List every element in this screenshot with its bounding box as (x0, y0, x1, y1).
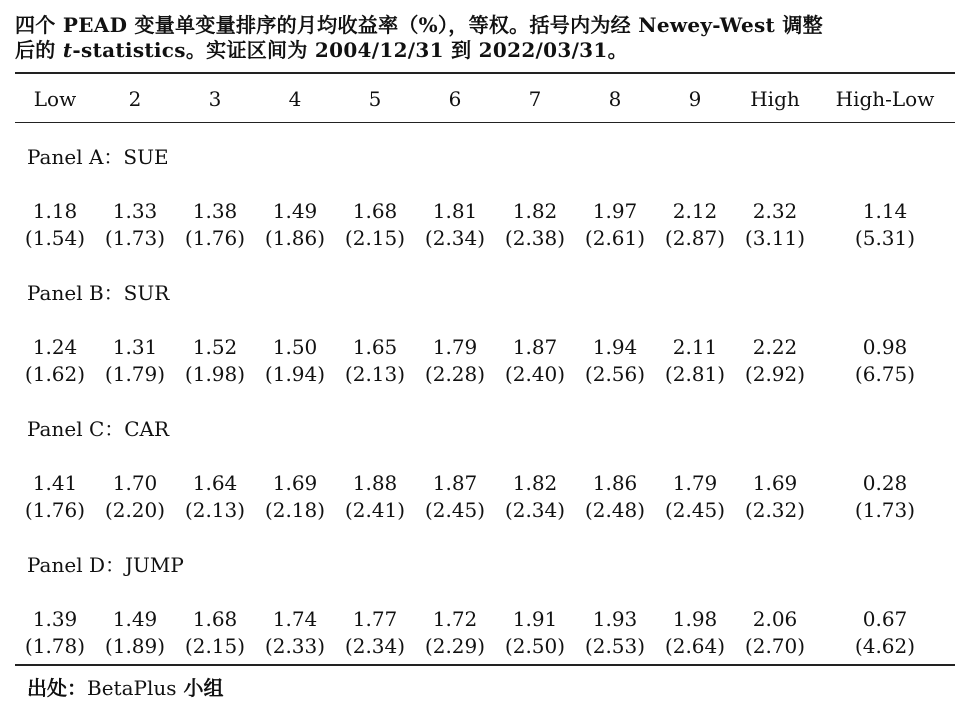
return-cell: 1.65 (352, 335, 398, 359)
return-cell: 1.82 (512, 199, 558, 223)
return-cell: 1.94 (592, 335, 638, 359)
tstat-cell-high-low: (4.62) (854, 634, 916, 658)
tstat-cell: (2.34) (424, 226, 486, 250)
tstat-cell: (2.61) (584, 226, 646, 250)
return-cell: 1.41 (32, 471, 78, 495)
return-cell: 1.24 (32, 335, 78, 359)
tstat-cell: (2.28) (424, 362, 486, 386)
tstat-cell: (2.45) (664, 498, 726, 522)
header-cell-2: 2 (128, 87, 142, 111)
header-row (15, 86, 955, 112)
return-cell: 2.12 (672, 199, 718, 223)
tstat-cell: (2.15) (184, 634, 246, 658)
return-cell: 1.49 (272, 199, 318, 223)
tstat-cell: (1.76) (24, 498, 86, 522)
return-cell: 2.06 (752, 607, 798, 631)
tstat-cell: (2.32) (744, 498, 806, 522)
header-cell-high: High (750, 87, 800, 111)
tstat-cell: (2.56) (584, 362, 646, 386)
panel-a-tstat-row (15, 225, 955, 251)
panel-c-tstat-row (15, 497, 955, 523)
tstat-cell: (2.40) (504, 362, 566, 386)
return-cell-high-low: 0.98 (862, 335, 908, 359)
header-cell-7: 7 (528, 87, 542, 111)
tstat-cell: (2.70) (744, 634, 806, 658)
tstat-cell: (2.87) (664, 226, 726, 250)
source-suffix: 小组 (176, 676, 224, 700)
source-note (27, 675, 223, 701)
return-cell: 1.68 (192, 607, 238, 631)
return-cell: 1.33 (112, 199, 158, 223)
panel-d-tstat-row (15, 633, 955, 659)
tstat-cell: (2.45) (424, 498, 486, 522)
return-cell: 1.31 (112, 335, 158, 359)
table-top-rule (15, 72, 955, 74)
tstat-cell: (1.98) (184, 362, 246, 386)
header-cell-8: 8 (608, 87, 622, 111)
tstat-cell: (1.79) (104, 362, 166, 386)
tstat-cell: (1.54) (24, 226, 86, 250)
source-name: BetaPlus (87, 676, 177, 700)
return-cell: 1.82 (512, 471, 558, 495)
tstat-cell: (1.94) (264, 362, 326, 386)
tstat-cell: (2.81) (664, 362, 726, 386)
tstat-cell: (2.38) (504, 226, 566, 250)
tstat-cell: (2.41) (344, 498, 406, 522)
tstat-cell: (2.48) (584, 498, 646, 522)
table-caption (15, 13, 955, 63)
return-cell: 1.91 (512, 607, 558, 631)
return-cell-high-low: 0.28 (862, 471, 908, 495)
tstat-cell: (1.78) (24, 634, 86, 658)
tstat-cell-high-low: (1.73) (854, 498, 916, 522)
return-cell: 1.72 (432, 607, 478, 631)
return-cell: 2.32 (752, 199, 798, 223)
return-cell: 1.64 (192, 471, 238, 495)
panel-label-c: Panel C：CAR (27, 417, 170, 441)
return-cell-high-low: 0.67 (862, 607, 908, 631)
tstat-cell: (2.34) (344, 634, 406, 658)
tstat-cell: (2.64) (664, 634, 726, 658)
caption-t-italic: t (62, 38, 73, 62)
tstat-cell: (1.76) (184, 226, 246, 250)
tstat-cell: (2.13) (184, 498, 246, 522)
tstat-cell: (1.62) (24, 362, 86, 386)
return-cell: 1.69 (752, 471, 798, 495)
tstat-cell: (2.18) (264, 498, 326, 522)
table-bottom-rule (15, 664, 955, 666)
return-cell: 2.22 (752, 335, 798, 359)
panel-b-returns-row (15, 334, 955, 360)
return-cell: 1.79 (672, 471, 718, 495)
tstat-cell: (2.34) (504, 498, 566, 522)
return-cell: 1.93 (592, 607, 638, 631)
panel-label-b: Panel B：SUR (27, 281, 170, 305)
tstat-cell: (2.13) (344, 362, 406, 386)
header-cell-low: Low (33, 87, 77, 111)
return-cell: 1.38 (192, 199, 238, 223)
caption-line-2-suffix: -statistics。实证区间为 2004/12/31 到 2022/03/31。 (72, 38, 628, 62)
return-cell-high-low: 1.14 (862, 199, 908, 223)
return-cell: 1.68 (352, 199, 398, 223)
tstat-cell: (1.89) (104, 634, 166, 658)
panel-label-d: Panel D：JUMP (27, 553, 184, 577)
header-cell-6: 6 (448, 87, 462, 111)
panel-d-returns-row (15, 606, 955, 632)
header-cell-9: 9 (688, 87, 702, 111)
return-cell: 1.79 (432, 335, 478, 359)
header-cell-5: 5 (368, 87, 382, 111)
tstat-cell: (2.33) (264, 634, 326, 658)
source-prefix: 出处： (27, 676, 87, 700)
return-cell: 1.97 (592, 199, 638, 223)
tstat-cell-high-low: (5.31) (854, 226, 916, 250)
return-cell: 1.86 (592, 471, 638, 495)
return-cell: 1.18 (32, 199, 78, 223)
caption-line-2 (15, 38, 955, 63)
return-cell: 1.87 (512, 335, 558, 359)
panel-label-a: Panel A：SUE (27, 145, 169, 169)
header-cell-4: 4 (288, 87, 302, 111)
return-cell: 1.49 (112, 607, 158, 631)
return-cell: 1.77 (352, 607, 398, 631)
return-cell: 1.70 (112, 471, 158, 495)
tstat-cell: (2.29) (424, 634, 486, 658)
return-cell: 1.88 (352, 471, 398, 495)
tstat-cell: (2.20) (104, 498, 166, 522)
tstat-cell: (3.11) (744, 226, 806, 250)
caption-line-1: 四个 PEAD 变量单变量排序的月均收益率（%），等权。括号内为经 Newey-West 调整 (15, 13, 823, 37)
tstat-cell-high-low: (6.75) (854, 362, 916, 386)
caption-line-2-prefix: 后的 (15, 38, 63, 62)
return-cell: 1.69 (272, 471, 318, 495)
tstat-cell: (2.50) (504, 634, 566, 658)
return-cell: 1.50 (272, 335, 318, 359)
panel-c-returns-row (15, 470, 955, 496)
tstat-cell: (1.86) (264, 226, 326, 250)
return-cell: 1.81 (432, 199, 478, 223)
return-cell: 1.74 (272, 607, 318, 631)
panel-a-returns-row (15, 198, 955, 224)
tstat-cell: (2.92) (744, 362, 806, 386)
panel-b-tstat-row (15, 361, 955, 387)
return-cell: 1.52 (192, 335, 238, 359)
return-cell: 1.39 (32, 607, 78, 631)
header-rule (15, 122, 955, 123)
return-cell: 1.98 (672, 607, 718, 631)
header-cell-high-low: High-Low (835, 87, 935, 111)
header-cell-3: 3 (208, 87, 222, 111)
tstat-cell: (1.73) (104, 226, 166, 250)
return-cell: 2.11 (672, 335, 718, 359)
tstat-cell: (2.15) (344, 226, 406, 250)
tstat-cell: (2.53) (584, 634, 646, 658)
return-cell: 1.87 (432, 471, 478, 495)
